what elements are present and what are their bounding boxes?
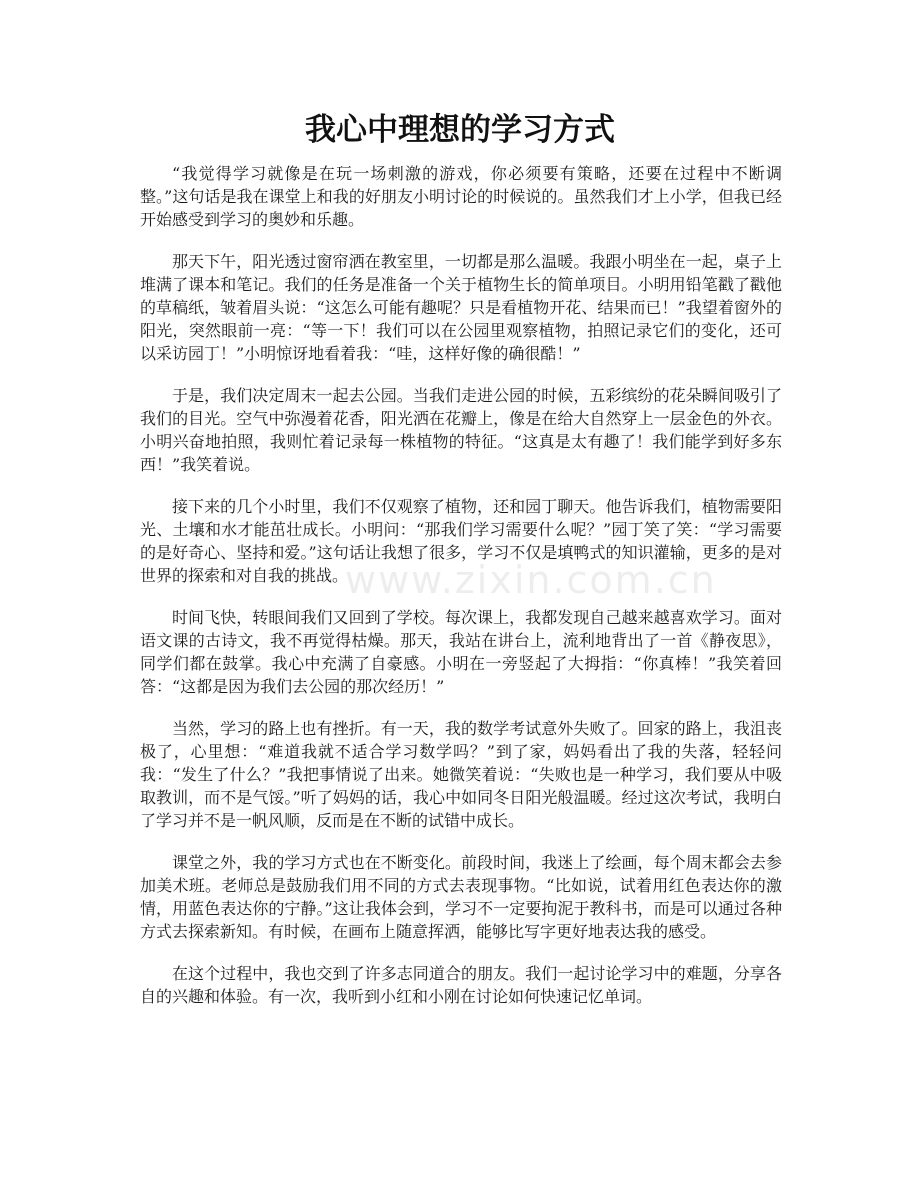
paragraph: “我觉得学习就像是在玩一场刺激的游戏，你必须要有策略，还要在过程中不断调整。”这句话是我在课堂上和我的好朋友小明讨论的时候说的。虽然我们才上小学，但我已经开始感受到学习的奥妙和乐趣。 [140,164,782,229]
paragraph: 当然，学习的路上也有挫折。有一天，我的数学考试意外失败了。回家的路上，我沮丧极了，心里想：“难道我就不适合学习数学吗？”到了家，妈妈看出了我的失落，轻轻问我：“发生了什么？”我把事情说了出来。她微笑着说：“失败也是一种学习，我们要从中吸取教训，而不是气馁。”听了妈妈的话，我心中如同冬日阳光般温暖。经过这次考试，我明白了学习并不是一帆风顺，反而是在不断的试错中成长。 [140,719,782,830]
paragraph: 课堂之外，我的学习方式也在不断变化。前段时间，我迷上了绘画，每个周末都会去参加美术班。老师总是鼓励我们用不同的方式去表现事物。“比如说，试着用红色表达你的激情，用蓝色表达你的宁静。”这让我体会到，学习不一定要拘泥于教科书，而是可以通过各种方式去探索新知。有时候，在画布上随意挥洒，能够比写字更好地表达我的感受。 [140,853,782,941]
paragraph: 在这个过程中，我也交到了许多志同道合的朋友。我们一起讨论学习中的难题，分享各自的兴趣和体验。有一次，我听到小红和小刚在讨论如何快速记忆单词。 [140,964,782,1006]
watermark: www.zixin.com.cn [345,558,717,602]
paragraph: 时间飞快，转眼间我们又回到了学校。每次课上，我都发现自己越来越喜欢学习。面对语文课的古诗文，我不再觉得枯燥。那天，我站在讲台上，流利地背出了一首《静夜思》，同学们都在鼓掌。我心中充满了自豪感。小明在一旁竖起了大拇指：“你真棒！”我笑着回答：“这都是因为我们去公园的那次经历！” [140,608,782,696]
paragraph: 于是，我们决定周末一起去公园。当我们走进公园的时候，五彩缤纷的花朵瞬间吸引了我们的目光。空气中弥漫着花香，阳光洒在花瓣上，像是在给大自然穿上一层金色的外衣。小明兴奋地拍照，我则忙着记录每一株植物的特征。“这真是太有趣了！我们能学到好多东西！”我笑着说。 [140,386,782,474]
paragraph: 接下来的几个小时里，我们不仅观察了植物，还和园丁聊天。他告诉我们，植物需要阳光、土壤和水才能茁壮成长。小明问：“那我们学习需要什么呢？”园丁笑了笑：“学习需要的是好奇心、坚持和爱。”这句话让我想了很多，学习不仅是填鸭式的知识灌输，更多的是对世界的探索和对自我的挑战。 [140,497,782,585]
paragraph: 那天下午，阳光透过窗帘洒在教室里，一切都是那么温暖。我跟小明坐在一起，桌子上堆满了课本和笔记。我们的任务是准备一个关于植物生长的简单项目。小明用铅笔戳了戳他的草稿纸，皱着眉头说：“这怎么可能有趣呢？只是看植物开花、结果而已！”我望着窗外的阳光，突然眼前一亮：“等一下！我们可以在公园里观察植物，拍照记录它们的变化，还可以采访园丁！”小明惊讶地看着我：“哇，这样好像的确很酷！” [140,252,782,363]
document-body [140,162,782,1027]
document-title: 我心中理想的学习方式 [305,112,615,148]
